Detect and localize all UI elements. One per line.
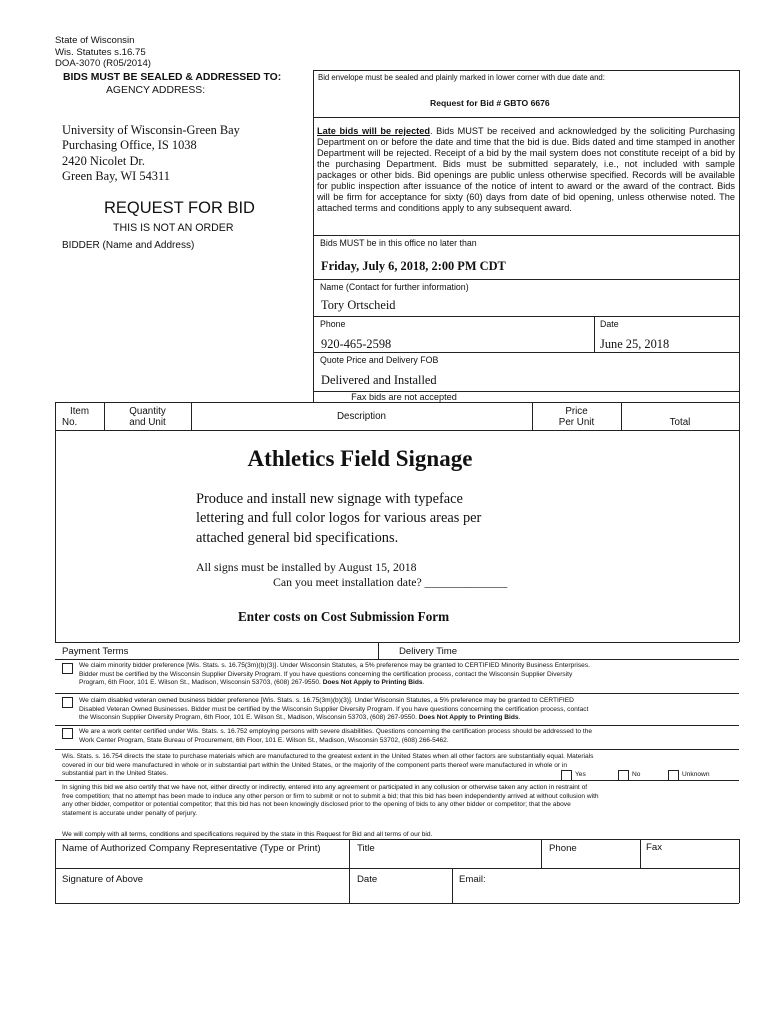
agency-address — [62, 123, 240, 185]
install-question: Can you meet installation date? ______________ — [273, 575, 508, 589]
fob-label: Quote Price and Delivery FOB — [320, 355, 439, 365]
col-total: Total — [669, 417, 691, 428]
manufacture-line-2: covered in our bid were manufactured in whole or in substantial part within the United States, or the majority of the component parts thereof were manufactured in whole or in — [62, 761, 568, 769]
request-number: Request for Bid # GBTO 6676 — [430, 98, 550, 108]
late-bids-notice — [317, 126, 735, 214]
deadline-value: Friday, July 6, 2018, 2:00 PM CDT — [321, 259, 506, 273]
veteran-line-2: Disabled Veteran Owned Businesses. Bidder must be certified by the Wisconsin Supplier Diversity Program. If you have questions concerning the certification process, contact — [79, 705, 589, 713]
description-line-1: Produce and install new signage with typeface — [196, 491, 463, 507]
description-line-2: lettering and full color logos for various areas per — [196, 510, 482, 527]
signature-email-label: Email: — [459, 874, 486, 885]
date-label: Date — [600, 319, 619, 329]
minority-preference-checkbox[interactable] — [62, 663, 73, 674]
work-center-line-1: We are a work center certified under Wis. Stats. s. 16.752 employing persons with severe disabilities. Questions concerning the certification process should be addressed to the — [79, 728, 592, 735]
contact-label: Name (Contact for further information) — [320, 282, 469, 292]
item-heading: Athletics Field Signage — [247, 446, 473, 471]
col-description: Description — [336, 411, 386, 422]
col-price-line1: Price — [565, 406, 588, 417]
col-price-line2: Per Unit — [558, 417, 595, 428]
manufacture-yes-label: Yes — [575, 771, 586, 778]
minority-line-1: We claim minority bidder preference [Wis. Stats. s. 16.75(3m)(b)(3)]. Under Wisconsin Statutes, a 5% preference may be granted to CERTIFIED Minority Business Enterprises. — [79, 662, 590, 669]
certify-line-1: In signing this bid we also certify that we have not, either directly or indirectly, entered into any agreement or participated in any collusion or otherwise taken any action in restraint of — [62, 784, 588, 791]
agency-name: University of Wisconsin-Green Bay — [62, 123, 240, 137]
agency-street: 2420 Nicolet Dr. — [62, 153, 145, 168]
signature-date-label: Date — [357, 874, 378, 885]
cost-form-note: Enter costs on Cost Submission Form — [238, 609, 450, 624]
delivery-time-label: Delivery Time — [399, 646, 458, 657]
form-title: REQUEST FOR BID — [104, 199, 255, 217]
phone-label: Phone — [320, 319, 346, 329]
form-header — [55, 35, 151, 70]
bidder-label: BIDDER (Name and Address) — [62, 240, 195, 251]
manufacture-line-1: Wis. Stats. s. 16.754 directs the state to purchase materials which are manufactured to the greatest extent in the United States when all other factors are substantially equal. Materials — [62, 753, 594, 760]
col-price — [532, 406, 621, 428]
minority-line-3: Program, 6th Floor, 101 E. Wilson St., Madison, Wisconsin 53703, (608) 267-9550. Does Not Apply to Printing Bids. — [79, 679, 425, 687]
phone-value: 920-465-2598 — [321, 337, 392, 351]
late-bids-lead: Late bids will be rejected — [317, 126, 430, 136]
signature-fax-label: Fax — [646, 842, 662, 853]
title-label: Title — [357, 843, 375, 854]
minority-line-2: Bidder must be certified by the Wisconsin Supplier Diversity Program. If you have questions concerning the certification process, contact the Wisconsin Supplier Diversity — [79, 670, 573, 678]
manufacture-unknown-label: Unknown — [682, 771, 710, 778]
signature-label: Signature of Above — [62, 874, 144, 885]
manufacture-statement — [62, 753, 593, 779]
minority-printing-note: Does Not Apply to Printing Bids — [322, 679, 423, 687]
col-item-line1: Item — [69, 406, 90, 417]
veteran-line-1: We claim disabled veteran owned business bidder preference [Wis. Stats. s. 16.75(3m)(b)(3)]. Under Wisconsin Statutes, a 5% preference may be granted to CERTIFIED — [79, 697, 574, 704]
manufacture-line-3: substantial part in the United States. — [62, 770, 168, 778]
veteran-preference-text — [79, 697, 588, 723]
state-line: State of Wisconsin — [55, 35, 135, 46]
work-center-text — [79, 728, 592, 745]
description-line-3: attached general bid specifications. — [196, 529, 399, 546]
col-item — [55, 406, 104, 428]
compliance-statement: We will comply with all terms, conditions and specifications required by the state in this Request for Bid and all terms of our bid. — [62, 831, 433, 838]
veteran-printing-note: Does Not Apply to Printing Bids — [418, 714, 519, 722]
fax-note: Fax bids are not accepted — [351, 392, 457, 402]
agency-city: Green Bay, WI 54311 — [62, 169, 170, 184]
certify-line-4: statement is accurate under penalty of perjury. — [62, 809, 198, 817]
agency-office: Purchasing Office, IS 1038 — [62, 138, 197, 153]
late-bids-body: . Bids MUST be received and acknowledged by the soliciting Purchasing Department on or before the date and time that the bid is due. Bids dated and time stamped in another Department will be rejected. Receipt of a bid by the mail system does not constitute receipt of a bid by the purchasing Department. Bids must be submitted separately, i.e., not included with sample packages or other bids. Bid openings are public unless otherwise specified. Records will be available for public inspection after issuance of the notice of intent to award or the award of the contract. Bids will be firm for acceptance for sixty (60) days from date of bid opening, unless otherwise noted. The attached terms and conditions apply to any subsequent award. — [317, 126, 735, 214]
contact-name: Tory Ortscheid — [321, 298, 396, 312]
date-value: June 25, 2018 — [600, 337, 670, 351]
representative-name-label: Name of Authorized Company Representative (Type or Print) — [62, 843, 321, 854]
minority-line-3-text: Program, 6th Floor, 101 E. Wilson St., Madison, Wisconsin 53703, (608) 267-9550. — [79, 679, 321, 687]
manufacture-no-label: No — [632, 771, 641, 778]
sealed-title: BIDS MUST BE SEALED & ADDRESSED TO: — [63, 72, 282, 83]
certify-line-3: any other bidder, competitor or potential competitor; that this bid has not been knowingly disclosed prior to the opening of bids to any other bidder or competitor; that the above — [62, 801, 571, 809]
col-quantity-line1: Quantity — [129, 406, 166, 417]
veteran-line-3-text: the Wisconsin Supplier Diversity Program, 6th Floor, 101 E. Wilson St., Madison, Wisconsin 53703, (608) 267-9550. — [79, 714, 417, 722]
col-quantity-line2: and Unit — [129, 417, 166, 428]
deadline-label: Bids MUST be in this office no later than — [320, 238, 477, 248]
collusion-certification — [62, 784, 599, 818]
certify-line-2: free competition; that no attempt has been made to induce any other person or firm to submit or not to submit a bid; that this bid has been independently arrived at without collusion with — [62, 792, 599, 800]
payment-terms-label: Payment Terms — [62, 646, 129, 657]
item-description — [196, 490, 481, 548]
agency-address-label: AGENCY ADDRESS: — [106, 85, 206, 96]
minority-preference-text — [79, 662, 590, 688]
fob-value: Delivered and Installed — [321, 373, 437, 387]
statute-line: Wis. Statutes s.16.75 — [55, 46, 146, 58]
work-center-line-2: Work Center Program, State Bureau of Procurement, 6th Floor, 101 E. Wilson St., Madison, Wisconsin 53702, (608) 266-5462. — [79, 736, 449, 744]
not-an-order: THIS IS NOT AN ORDER — [113, 222, 234, 234]
envelope-note: Bid envelope must be sealed and plainly marked in lower corner with due date and: — [318, 73, 605, 82]
signature-phone-label: Phone — [549, 843, 577, 854]
install-deadline: All signs must be installed by August 15, 2018 — [196, 560, 417, 574]
form-number: DOA-3070 (R05/2014) — [55, 58, 151, 69]
work-center-checkbox[interactable] — [62, 728, 73, 739]
col-item-line2: No. — [62, 417, 78, 428]
veteran-preference-checkbox[interactable] — [62, 697, 73, 708]
col-quantity — [104, 406, 191, 428]
veteran-line-3: the Wisconsin Supplier Diversity Program, 6th Floor, 101 E. Wilson St., Madison, Wisconsin 53703, (608) 267-9550. Does Not Apply to Printing Bids. — [79, 714, 521, 722]
